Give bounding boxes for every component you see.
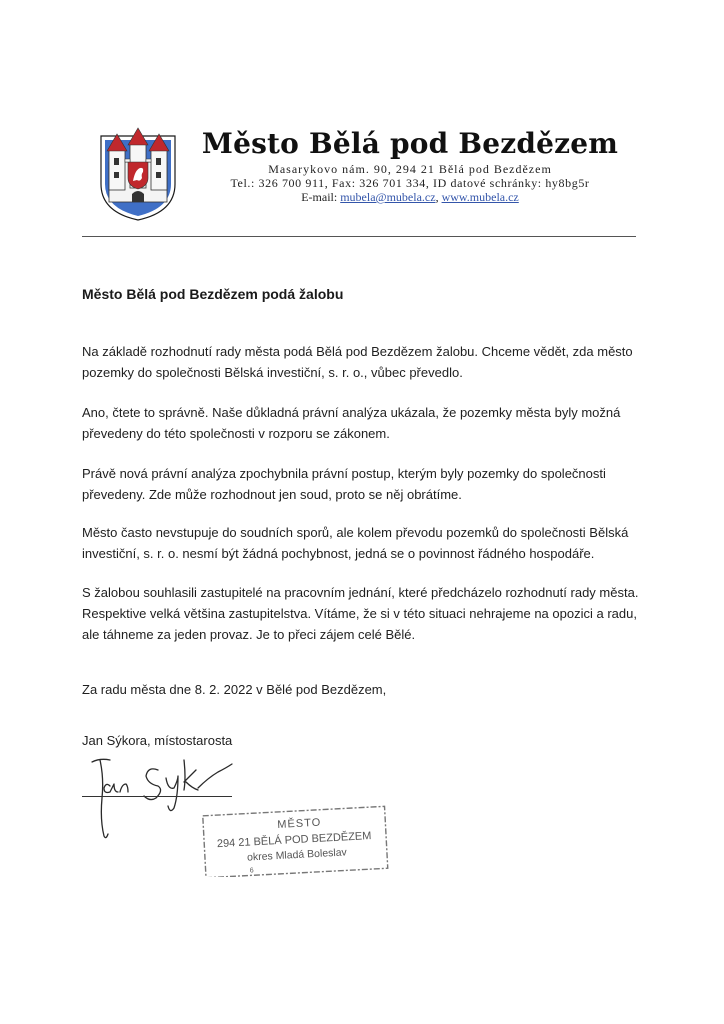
- link-separator: ,: [435, 190, 442, 204]
- municipality-title: Město Bělá pod Bezdězem: [201, 127, 619, 160]
- email-link[interactable]: mubela@mubela.cz: [340, 190, 436, 204]
- official-stamp: [200, 797, 392, 877]
- coat-of-arms-icon: [97, 126, 179, 222]
- paragraph: Ano, čtete to správně. Naše důkladná právní analýza ukázala, že pozemky města byly možná převedeny do této společnosti v rozporu se zákonem.: [82, 405, 621, 441]
- paragraph: Právě nová právní analýza zpochybnila právní postup, kterým byly pozemky do společnosti převedeny. Zde může rozhodnout jen soud, proto se něj obrátíme.: [82, 466, 606, 502]
- document-heading: Město Bělá pod Bezdězem podá žalobu: [82, 286, 344, 302]
- paragraph: Město často nevstupuje do soudních sporů, ale kolem převodu pozemků do společnosti Bělská investiční, s. r. o. nesmí být žádná pochybnost, jedná se o povinnost řádného hospodáře.: [82, 525, 629, 561]
- email-label: E-mail:: [301, 190, 341, 204]
- signer-line: Jan Sýkora, místostarosta: [82, 733, 233, 748]
- website-link[interactable]: www.mubela.cz: [441, 190, 519, 204]
- email-line: [200, 190, 620, 205]
- closing-line: Za radu města dne 8. 2. 2022 v Bělé pod Bezdězem,: [82, 682, 387, 697]
- stamp-line-2: 294 21 BĚLÁ POD BEZDĚZEM: [216, 830, 372, 851]
- letterhead: [200, 126, 620, 205]
- address-line: Masarykovo nám. 90, 294 21 Bělá pod Bezdězem: [268, 162, 552, 176]
- stamp-line-4: 6: [249, 867, 254, 875]
- paragraph: S žalobou souhlasili zastupitelé na pracovním jednání, které předcházelo rozhodnutí rady města. Respektive velká většina zastupitelstva. Vítáme, že si v této situaci nehrajeme na opozici a radu, ale táhneme za jeden provaz. Je to přeci zájem celé Bělé.: [82, 585, 639, 642]
- stamp-line-1: MĚSTO: [277, 816, 322, 831]
- contact-line: Tel.: 326 700 911, Fax: 326 701 334, ID datové schránky: hy8bg5r: [230, 176, 590, 190]
- stamp-line-3: okres Mladá Boleslav: [246, 846, 348, 864]
- header-divider: [82, 236, 636, 237]
- paragraph: Na základě rozhodnutí rady města podá Bělá pod Bezdězem žalobu. Chceme vědět, zda město pozemky do společnosti Bělská investiční, s. r. o., vůbec převedlo.: [82, 344, 633, 380]
